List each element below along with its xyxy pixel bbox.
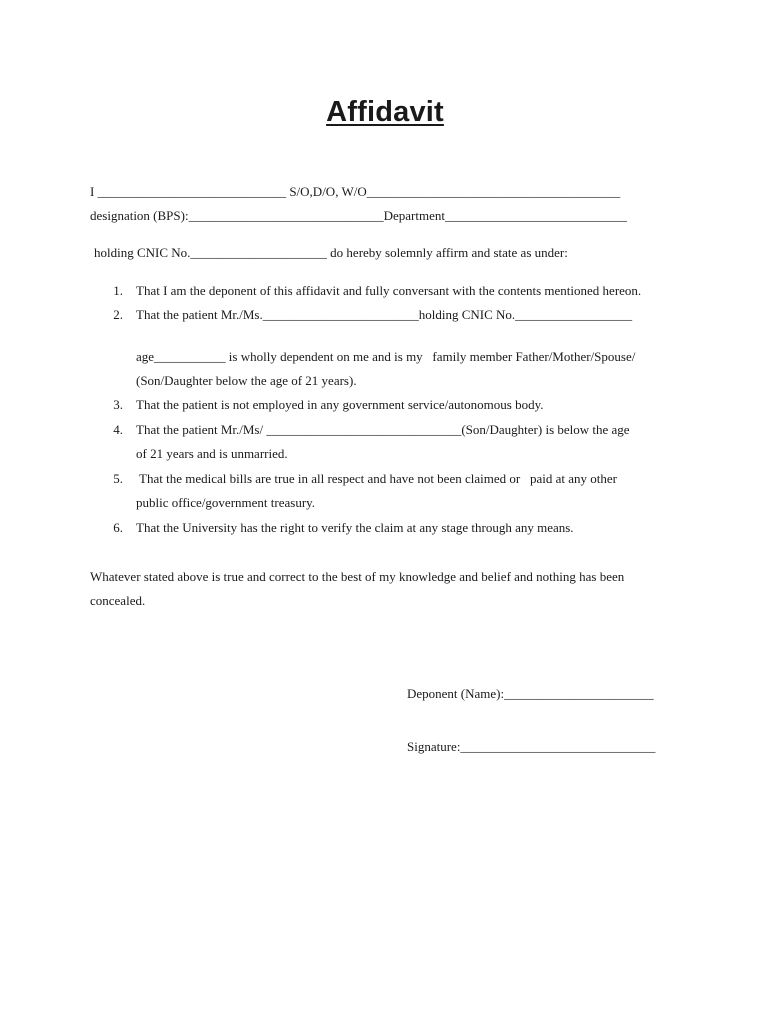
list-item-text: That the medical bills are true in all respect and have not been claimed or paid at any other [136,471,617,486]
list-item-text: public office/government treasury. [136,495,316,510]
list-item-text: age___________ is wholly dependent on me and is my family member Father/Mother/Spouse/ [136,349,636,364]
list-item-text: of 21 years and is unmarried. [136,446,288,461]
intro-line-name: I _____________________________ S/O,D/O, W/O_______________________________________ [90,184,621,199]
list-item-text: (Son/Daughter below the age of 21 years). [136,373,357,388]
deponent-name-field: Deponent (Name):_______________________ [407,686,654,701]
signature-field: Signature:______________________________ [407,739,656,754]
list-item-text: That the patient is not employed in any government service/autonomous body. [136,397,544,412]
item-number: 5. [113,471,123,486]
list-item-text: That the patient Mr./Ms.________________________holding CNIC No.__________________ [136,307,633,322]
item-number: 1. [113,283,123,298]
closing-statement: Whatever stated above is true and correct to the best of my knowledge and belief and nothing has been [90,569,625,584]
list-item-text: That the patient Mr./Ms/ ______________________________(Son/Daughter) is below the age [136,422,630,437]
intro-line-cnic: holding CNIC No._____________________ do hereby solemnly affirm and state as under: [94,245,568,260]
item-number: 2. [113,307,123,322]
item-number: 6. [113,520,123,535]
item-number: 4. [113,422,123,437]
list-item-text: That the University has the right to verify the claim at any stage through any means. [136,520,574,535]
intro-line-designation: designation (BPS):______________________________Department____________________________ [90,208,627,223]
closing-statement-cont: concealed. [90,593,146,608]
list-item-text: That I am the deponent of this affidavit and fully conversant with the contents mentioned hereon. [136,283,642,298]
page-title: Affidavit [326,96,444,128]
item-number: 3. [113,397,123,412]
